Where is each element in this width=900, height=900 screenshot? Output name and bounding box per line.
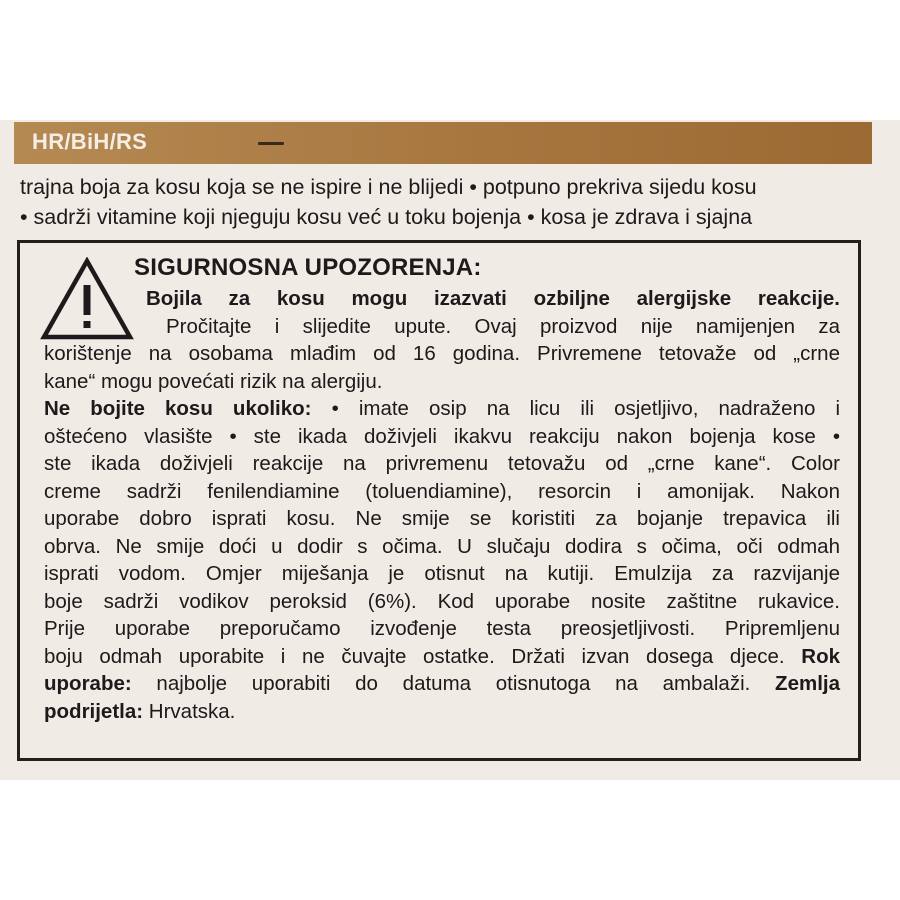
- warning-line: [44, 368, 840, 396]
- warning-line-bold-text: Ne bojite kosu ukoliko:: [44, 397, 312, 420]
- warning-line: [166, 313, 840, 341]
- warning-line-bold-text: uporabe:: [44, 672, 132, 695]
- warning-line-text: Prije uporabe preporučamo izvođenje testa preosjetljivosti. Pripremljenu: [44, 617, 840, 640]
- warning-line: [44, 533, 840, 561]
- warning-line-text: Hrvatska.: [143, 699, 236, 723]
- warning-line-text: korištenje na osobama mlađim od 16 godina. Privremene tetovaže od „crne: [44, 342, 840, 365]
- safety-warning-box: [17, 240, 861, 761]
- label-panel: [0, 120, 900, 780]
- warning-line: [44, 560, 840, 588]
- language-code: HR/BiH/RS: [32, 129, 148, 154]
- warning-line: [44, 505, 840, 533]
- warning-line: [44, 423, 840, 451]
- warning-line: [44, 643, 840, 671]
- warning-line: [44, 698, 840, 726]
- warning-line-text: boju odmah uporabite i ne čuvajte ostatke. Držati izvan dosega djece.: [44, 644, 802, 668]
- warning-line-text: • imate osip na licu ili osjetljivo, nadraženo i: [311, 397, 841, 420]
- warning-line-text: creme sadrži fenilendiamine (toluendiamine), resorcin i amonijak. Nakon: [44, 479, 840, 503]
- warning-line-text: uporabe dobro isprati kosu. Ne smije se koristiti za bojanje trepavica ili: [44, 507, 840, 530]
- warning-line-text: kane“ mogu povećati rizik na alergiju.: [44, 369, 383, 393]
- warning-line-text: isprati vodom. Omjer miješanja je otisnut na kutiji. Emulzija za razvijanje: [44, 562, 840, 585]
- language-bar: [14, 122, 872, 164]
- warning-line-text: obrva. Ne smije doći u dodir s očima. U slučaju dodira s očima, oči odmah: [44, 534, 840, 558]
- warning-line-bold-text: podrijetla:: [44, 699, 144, 723]
- description-line: trajna boja za kosu koja se ne ispire i ne blijedi • potpuno prekriva sijedu kosu: [20, 175, 757, 199]
- warning-line: [44, 478, 840, 506]
- warning-line-text: boje sadrži vodikov peroksid (6%). Kod uporabe nosite zaštitne rukavice.: [44, 589, 840, 613]
- warning-line-bold-text: Zemlja: [775, 672, 840, 695]
- product-description: [20, 172, 880, 232]
- warning-line: [44, 450, 840, 478]
- print-mark: [258, 142, 284, 145]
- description-line: • sadrži vitamine koji njeguju kosu već u toku bojenja • kosa je zdrava i sjajna: [20, 205, 753, 229]
- warning-line-text: najbolje uporabiti do datuma otisnutoga na ambalaži.: [131, 672, 776, 695]
- warning-line: [44, 588, 840, 616]
- warning-line-text: ste ikada doživjeli reakcije na privremenu tetovažu od „crne kane“. Color: [44, 452, 840, 475]
- warning-line-bold-text: Rok: [801, 644, 840, 668]
- warning-line: [146, 285, 840, 313]
- warning-line: [44, 615, 840, 643]
- warning-line: [44, 340, 840, 368]
- warning-line-bold-text: Bojila za kosu mogu izazvati ozbiljne alergijske reakcije.: [146, 287, 840, 310]
- warning-title: SIGURNOSNA UPOZORENJA:: [134, 254, 482, 281]
- warning-line-text: Pročitajte i slijedite upute. Ovaj proizvod nije namijenjen za: [166, 314, 840, 338]
- warning-body: [44, 285, 840, 725]
- warning-line: [44, 395, 840, 423]
- warning-line: [44, 670, 840, 698]
- warning-line-text: oštećeno vlasište • ste ikada doživjeli ikakvu reakciju nakon bojenja kose •: [44, 424, 840, 448]
- warning-text: [44, 251, 840, 725]
